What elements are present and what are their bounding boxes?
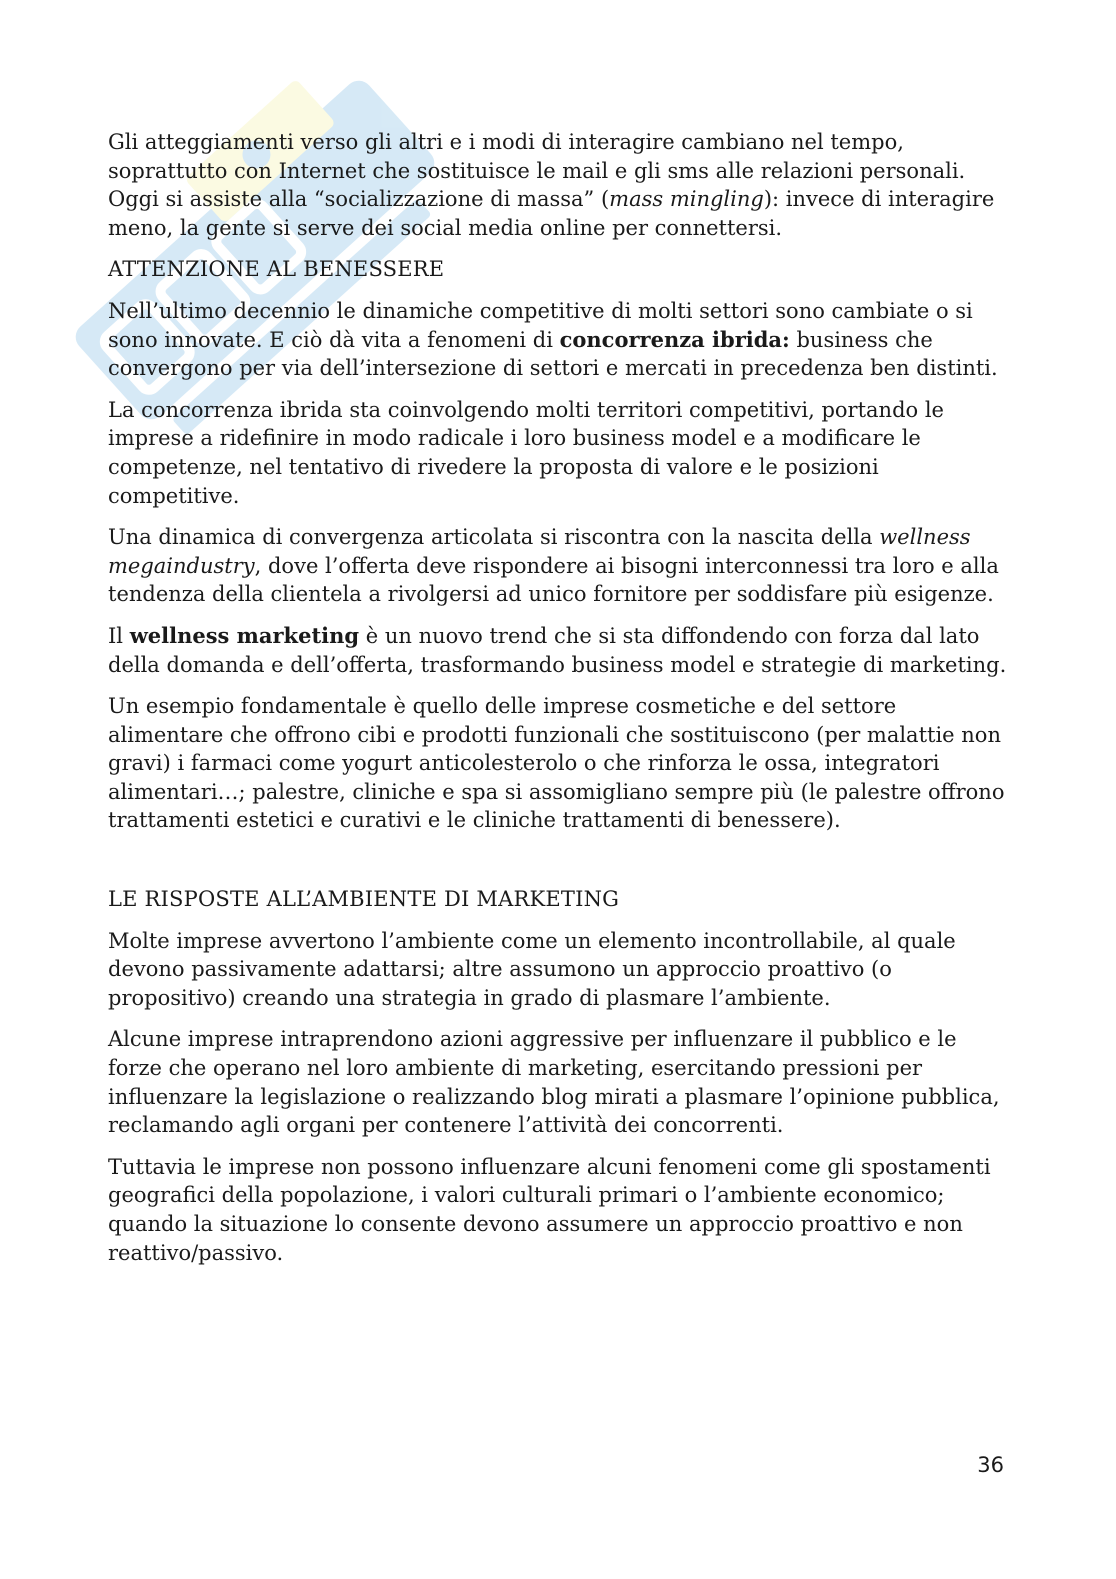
bold-text: concorrenza ibrida: <box>559 326 790 352</box>
text-run: business che convergono per via dell’intersezione di settori e mercati in precedenza ben distinti. <box>108 327 998 381</box>
paragraph <box>108 523 1008 609</box>
responses-paragraphs <box>108 927 1008 1268</box>
bold-text: wellness marketing <box>129 622 360 648</box>
text-run: Una dinamica di convergenza articolata si riscontra con la nascita della <box>108 525 880 550</box>
text-run: La concorrenza ibrida sta coinvolgendo molti territori competitivi, portando le imprese a ridefinire in modo radicale i loro business model e a modificare le competenze, nel tentativo di rivedere la proposta di valore e le posizioni competitive. <box>108 397 944 508</box>
italic-text: wellness megaindustry <box>108 525 971 578</box>
paragraph <box>108 128 1008 242</box>
wellness-paragraphs <box>108 297 1008 835</box>
text-run: Nell’ultimo decennio le dinamiche competitive di molti settori sono cambiate o si sono innovate. E ciò dà vita a fenomeni di <box>108 298 973 352</box>
text-run: Un esempio fondamentale è quello delle imprese cosmetiche e del settore alimentare che offrono cibi e prodotti funzionali che sostituiscono (per malattie non gravi) i farmaci come yogurt anticolesterolo o che rinforza le ossa, integratori alimentari…; palestre, cliniche e spa si assomigliano sempre più (le palestre offrono trattamenti estetici e curativi e le cliniche trattamenti di benessere). <box>108 694 1005 833</box>
italic-text: mass mingling <box>609 187 764 212</box>
paragraph <box>108 1025 1008 1139</box>
section-heading-wellness: ATTENZIONE AL BENESSERE <box>108 257 445 282</box>
text-run: Alcune imprese intraprendono azioni aggressive per influenzare il pubblico e le forze che operano nel loro ambiente di marketing, esercitando pressioni per influenzare la legislazione o realizzando blog mirati a plasmare l’opinione pubblica, reclamando agli organi per contenere l’attività dei concorrenti. <box>108 1027 1000 1138</box>
document-body <box>108 128 1008 1280</box>
paragraph <box>108 927 1008 1013</box>
text-run: , dove l’offerta deve rispondere ai bisogni interconnessi tra loro e alla tendenza della clientela a rivolgersi ad unico fornitore per soddisfare più esigenze. <box>108 553 999 607</box>
intro-paragraphs <box>108 128 1008 242</box>
paragraph <box>108 297 1008 383</box>
paragraph <box>108 1153 1008 1267</box>
text-run: Gli atteggiamenti verso gli altri e i modi di interagire cambiano nel tempo, soprattutto con Internet che sostituisce le mail e gli sms alle relazioni personali. Oggi si assiste alla “socializzazione di massa” ( <box>108 130 966 212</box>
paragraph <box>108 692 1008 835</box>
section-heading-marketing-responses: LE RISPOSTE ALL’AMBIENTE DI MARKETING <box>108 887 620 912</box>
text-run: Tuttavia le imprese non possono influenzare alcuni fenomeni come gli spostamenti geografici della popolazione, i valori culturali primari o l’ambiente economico; quando la situazione lo consente devono assumere un approccio proattivo e non reattivo/passivo. <box>108 1154 991 1265</box>
page-number: 36 <box>977 1453 1004 1477</box>
text-run: è un nuovo trend che si sta diffondendo con forza dal lato della domanda e dell’offerta, trasformando business model e strategie di marketing. <box>108 623 1007 677</box>
paragraph <box>108 396 1008 510</box>
text-run: Il <box>108 623 130 648</box>
text-run: ): invece di interagire meno, la gente si serve dei social media online per connettersi. <box>108 187 995 240</box>
text-run: Molte imprese avvertono l’ambiente come un elemento incontrollabile, al quale devono passivamente adattarsi; altre assumono un approccio proattivo (o propositivo) creando una strategia in grado di plasmare l’ambiente. <box>108 928 956 1010</box>
paragraph <box>108 622 1008 679</box>
